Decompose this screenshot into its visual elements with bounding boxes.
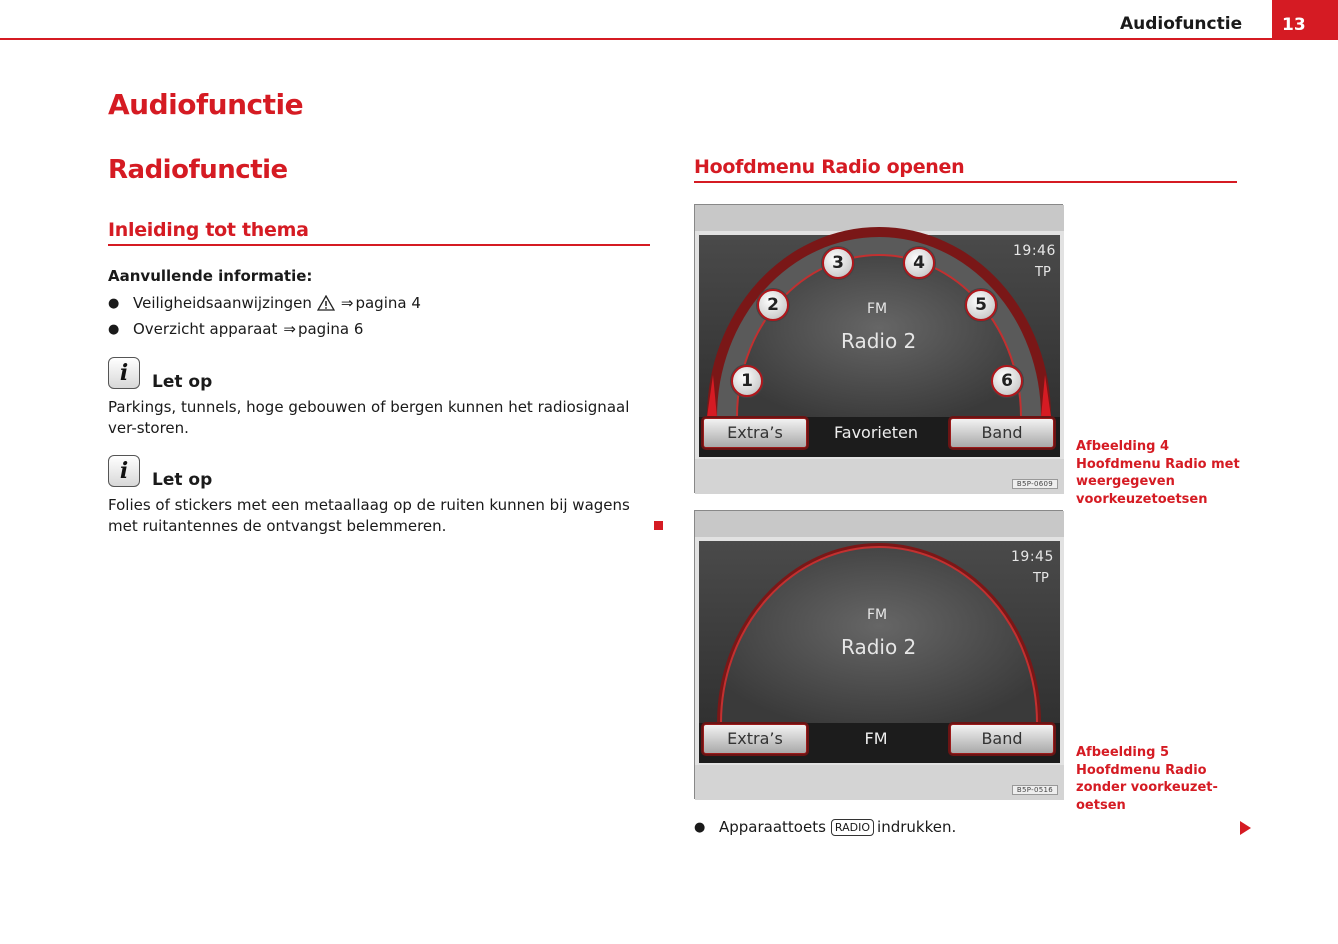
note-text: Folies of stickers met een metaallaag op de ruiten kunnen bij wagens met ruitantennes de ontvangst belemmeren. <box>108 496 630 535</box>
bullet-icon: ● <box>108 321 120 337</box>
figure-code: B5P-0609 <box>1012 479 1058 489</box>
arrow-right-icon: ⇒ <box>283 320 296 338</box>
band-label: FM <box>867 301 888 317</box>
header-rule <box>0 38 1338 40</box>
preset-button-5[interactable]: 5 <box>965 289 997 321</box>
clock: 19:45 <box>1011 549 1054 565</box>
radio-screen-figure-4 <box>694 204 1063 493</box>
preset-button-6[interactable]: 6 <box>991 365 1023 397</box>
band-label: FM <box>867 607 888 623</box>
tp-indicator: TP <box>1035 265 1051 280</box>
list-item <box>108 294 421 312</box>
info-icon: i <box>108 357 140 389</box>
note-title: Let op <box>152 470 213 490</box>
right-heading: Hoofdmenu Radio openen <box>694 156 965 178</box>
radio-key-icon: RADIO <box>831 819 874 836</box>
station-name: Radio 2 <box>841 329 917 353</box>
page-reference-link[interactable]: pagina 6 <box>297 320 364 338</box>
note-text: Parkings, tunnels, hoge gebouwen of bergen kunnen het radiosignaal ver-storen. <box>108 398 630 437</box>
bullet-icon: ● <box>108 295 120 311</box>
extras-softkey[interactable]: Extra’s <box>703 724 807 754</box>
bullet-text: Veiligheidsaanwijzingen <box>133 294 312 312</box>
list-item <box>108 320 363 338</box>
preset-button-3[interactable]: 3 <box>822 247 854 279</box>
band-softkey[interactable]: Band <box>950 418 1054 448</box>
extras-softkey[interactable]: Extra’s <box>703 418 807 448</box>
tp-indicator: TP <box>1033 571 1049 586</box>
continue-arrow-icon <box>1240 821 1251 835</box>
instruction-item <box>694 818 956 836</box>
page-reference-link[interactable]: pagina 4 <box>355 294 421 312</box>
intro-heading: Inleiding tot thema <box>108 219 309 241</box>
running-header: Audiofunctie <box>1120 14 1243 34</box>
chapter-title: Audiofunctie <box>108 88 304 121</box>
figure-caption: Afbeelding 5 Hoofdmenu Radio zonder voorkeuzet-oetsen <box>1076 745 1218 813</box>
bullet-icon: ● <box>694 819 706 835</box>
figure-caption: Afbeelding 4 Hoofdmenu Radio met weergegeven voorkeuzetoetsen <box>1076 439 1240 507</box>
fm-label[interactable]: FM <box>864 729 888 748</box>
page-number: 13 <box>1272 0 1338 40</box>
band-softkey[interactable]: Band <box>950 724 1054 754</box>
clock: 19:46 <box>1013 243 1056 259</box>
radio-screen-figure-5 <box>694 510 1063 799</box>
instruction-text-end: indrukken. <box>877 818 957 836</box>
section-title: Radiofunctie <box>108 155 288 185</box>
info-icon: i <box>108 455 140 487</box>
extra-info-label: Aanvullende informatie: <box>108 267 313 285</box>
warning-icon <box>317 295 335 311</box>
preset-button-2[interactable]: 2 <box>757 289 789 321</box>
note-title: Let op <box>152 372 213 392</box>
preset-button-4[interactable]: 4 <box>903 247 935 279</box>
figure-code: B5P-0516 <box>1012 785 1058 795</box>
bullet-text: Overzicht apparaat <box>133 320 278 338</box>
station-name: Radio 2 <box>841 635 917 659</box>
right-heading-rule <box>694 181 1237 183</box>
preset-button-1[interactable]: 1 <box>731 365 763 397</box>
intro-heading-rule <box>108 244 650 246</box>
instruction-text: Apparaattoets <box>719 818 826 836</box>
section-end-marker <box>654 521 663 530</box>
favorites-softkey[interactable]: Favorieten <box>834 423 918 442</box>
arrow-right-icon: ⇒ <box>340 294 354 312</box>
